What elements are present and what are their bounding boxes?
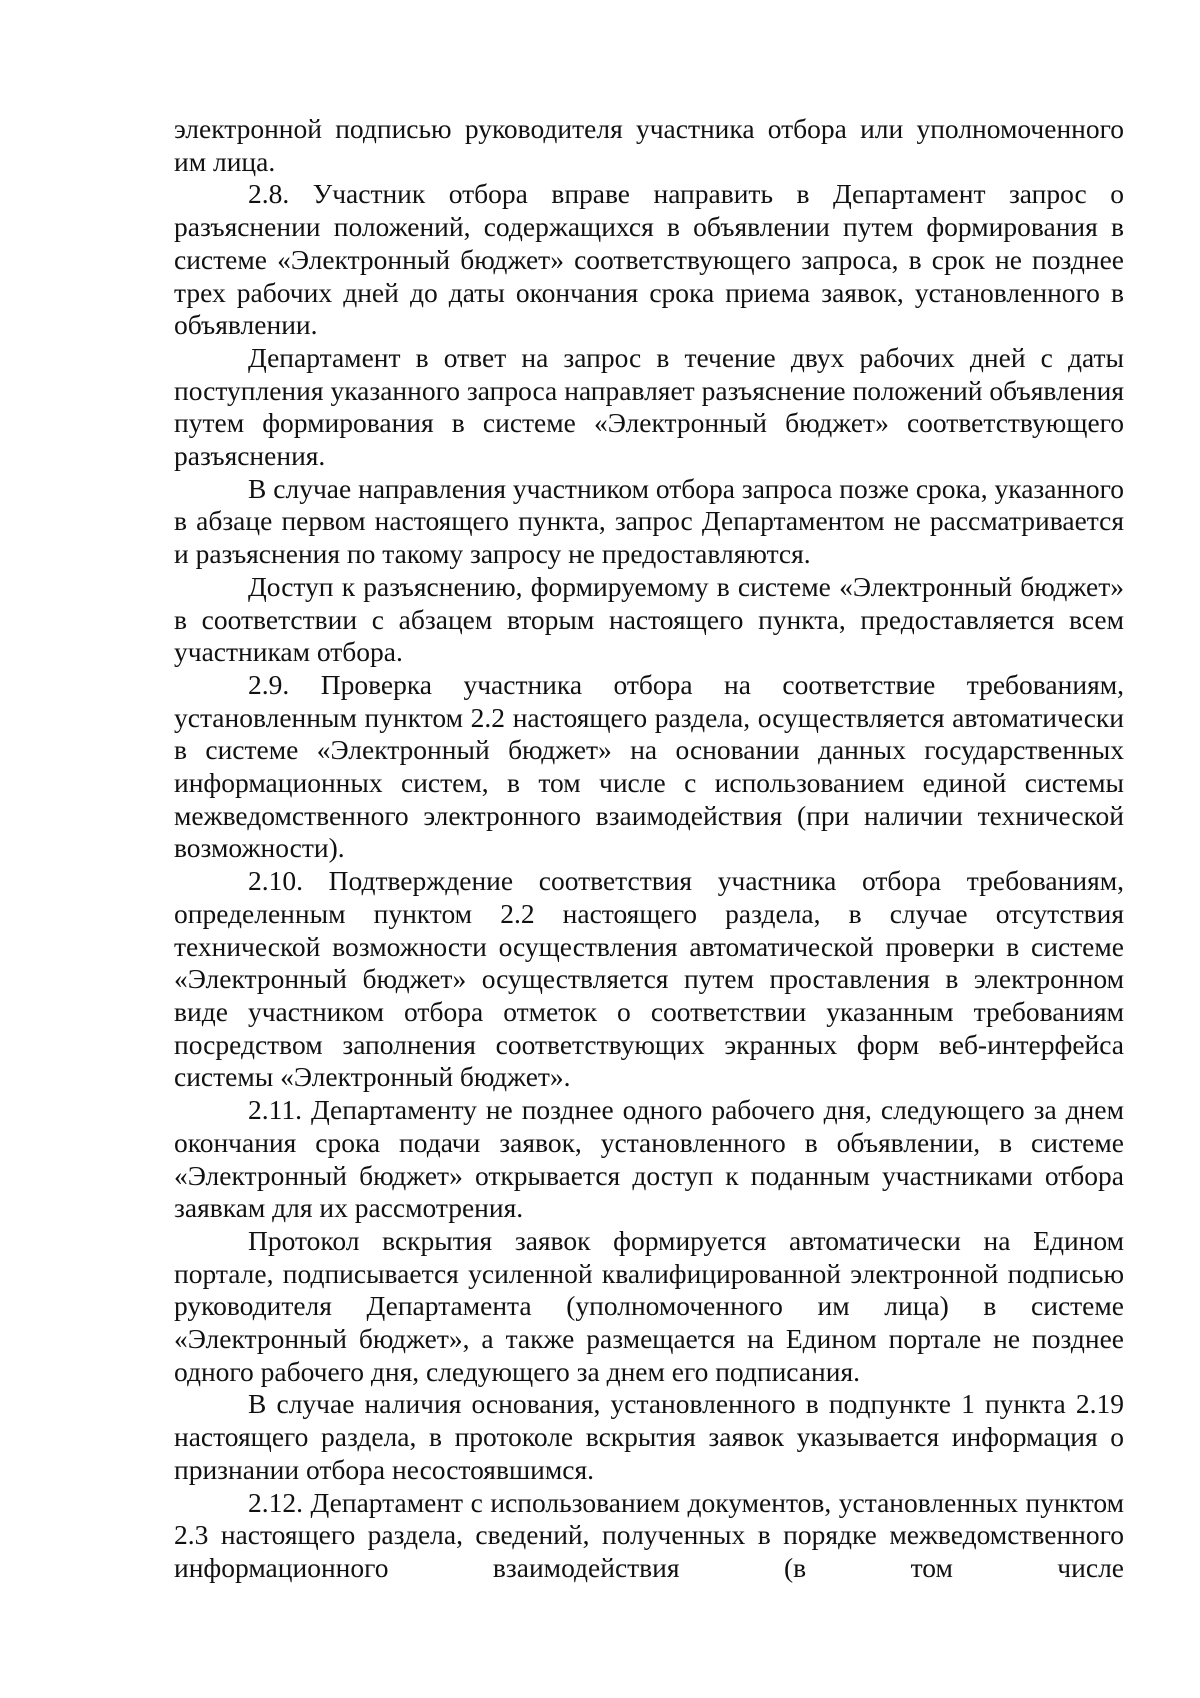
- paragraph-2-8: 2.8. Участник отбора вправе направить в Департамент запрос о разъяснении положений, содержащихся в объявлении путем формирования в системе «Электронный бюджет» соответствующего запроса, в срок не позднее трех рабочих дней до даты окончания срока приема заявок, установленного в объявлении.: [174, 178, 1124, 341]
- paragraph-2-8-late-request: В случае направления участником отбора запроса позже срока, указанного в абзаце первом настоящего пункта, запрос Департаментом не рассматривается и разъяснения по такому запросу не предоставляются.: [174, 472, 1124, 570]
- paragraph-2-12: 2.12. Департамент с использованием документов, установленных пунктом 2.3 настоящего раздела, сведений, полученных в порядке межведомственного информационного взаимодействия (в том числе: [174, 1486, 1124, 1583]
- paragraph-2-11: 2.11. Департаменту не позднее одного рабочего дня, следующего за днем окончания срока подачи заявок, установленного в объявлении, в системе «Электронный бюджет» открывается доступ к поданным участниками отбора заявкам для их рассмотрения.: [174, 1094, 1124, 1224]
- paragraph-2-11-protocol: Протокол вскрытия заявок формируется автоматически на Едином портале, подписывается усиленной квалифицированной электронной подписью руководителя Департамента (уполномоченного им лица) в системе «Электронный бюджет», а также размещается на Едином портале не позднее одного рабочего дня, следующего за днем его подписания.: [174, 1224, 1124, 1387]
- paragraph-2-10: 2.10. Подтверждение соответствия участника отбора требованиям, определенным пунктом 2.2 настоящего раздела, в случае отсутствия технической возможности осуществления автоматической проверки в системе «Электронный бюджет» осуществляется путем проставления в электронном виде участником отбора отметок о соответствии указанным требованиям посредством заполнения соответствующих экранных форм веб-интерфейса системы «Электронный бюджет».: [174, 865, 1124, 1093]
- paragraph-2-11-failed-selection: В случае наличия основания, установленного в подпункте 1 пункта 2.19 настоящего раздела, в протоколе вскрытия заявок указывается информация о признании отбора несостоявшимся.: [174, 1388, 1124, 1485]
- paragraph-2-8-access: Доступ к разъяснению, формируемому в системе «Электронный бюджет» в соответствии с абзацем вторым настоящего пункта, предоставляется всем участникам отбора.: [174, 570, 1124, 668]
- paragraph-2-9: 2.9. Проверка участника отбора на соответствие требованиям, установленным пунктом 2.2 настоящего раздела, осуществляется автоматически в системе «Электронный бюджет» на основании данных государственных информационных систем, в том числе с использованием единой системы межведомственного электронного взаимодействия (при наличии технической возможности).: [174, 668, 1124, 864]
- document-page: [174, 113, 1124, 1585]
- paragraph-2-8-response: Департамент в ответ на запрос в течение двух рабочих дней с даты поступления указанного запроса направляет разъяснение положений объявления путем формирования в системе «Электронный бюджет» соответствующего разъяснения.: [174, 341, 1124, 472]
- paragraph-continuation: электронной подписью руководителя участника отбора или уполномоченного им лица.: [174, 113, 1124, 177]
